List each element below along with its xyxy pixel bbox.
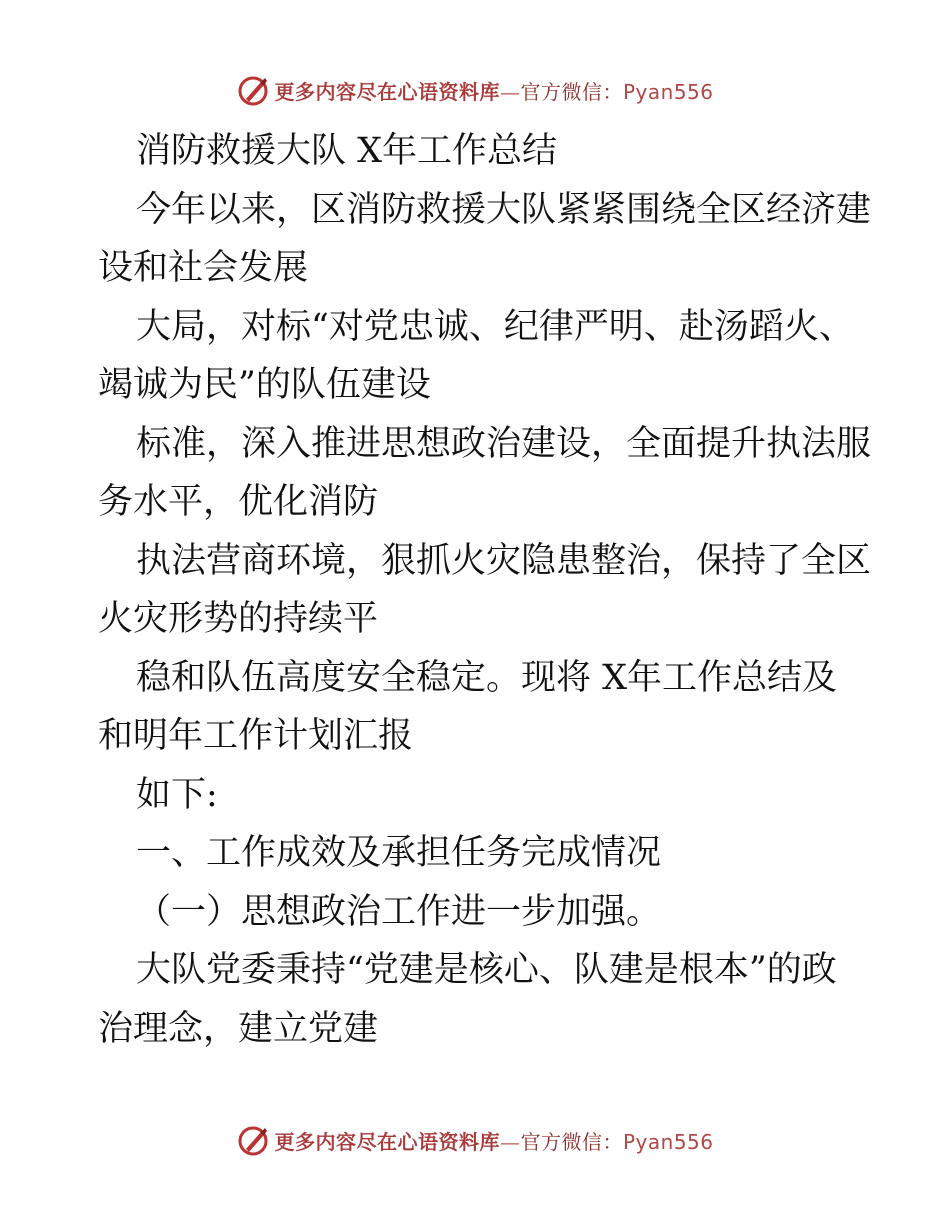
pen-circle-logo-icon [236,1123,270,1157]
paragraph-line: 大队党委秉持“党建是核心、队建是根本”的政 [136,950,837,990]
pen-circle-logo-icon [236,73,270,107]
footer-banner-text [274,1126,713,1155]
document-body [98,122,872,1058]
paragraph-line: 执法营商环境，狠抓火灾隐患整治，保持了全区 [136,540,872,581]
footer-separator: — [499,1129,521,1154]
footer-brand-text: 更多内容尽在心语资料库 [274,1129,500,1154]
paragraph-line: 标准，深入推进思想政治建设，全面提升执法服 [136,423,872,464]
paragraph-line: 设和社会发展 [98,248,309,288]
section-heading: 一、工作成效及承担任务完成情况 [136,833,662,873]
subsection-heading: （一）思想政治工作进一步加强。 [136,891,662,932]
footer-banner [0,1118,950,1162]
header-wechat-label: 官方微信： [520,79,623,104]
header-banner [0,68,950,112]
header-banner-text [274,76,713,105]
document-title: 消防救援大队 X年工作总结 [136,131,558,171]
paragraph-line: 如下: [136,774,218,815]
paragraph-line: 今年以来，区消防救援大队紧紧围绕全区经济建 [136,189,872,230]
footer-wechat-label: 官方微信： [520,1129,623,1154]
paragraph-line: 火灾形势的持续平 [98,599,379,639]
paragraph-line: 务水平，优化消防 [98,482,379,522]
paragraph-line: 竭诚为民”的队伍建设 [98,365,431,405]
paragraph-line: 大局，对标“对党忠诚、纪律严明、赴汤蹈火、 [136,306,854,347]
paragraph-line: 治理念，建立党建 [98,1008,379,1049]
paragraph-line: 稳和队伍高度安全稳定。现将 X年工作总结及 [136,657,838,698]
header-brand-text: 更多内容尽在心语资料库 [274,79,500,104]
footer-wechat-id: Pyan556 [622,1129,714,1154]
paragraph-line: 和明年工作计划汇报 [98,716,414,756]
header-wechat-id: Pyan556 [622,79,714,104]
header-separator: — [499,79,521,104]
